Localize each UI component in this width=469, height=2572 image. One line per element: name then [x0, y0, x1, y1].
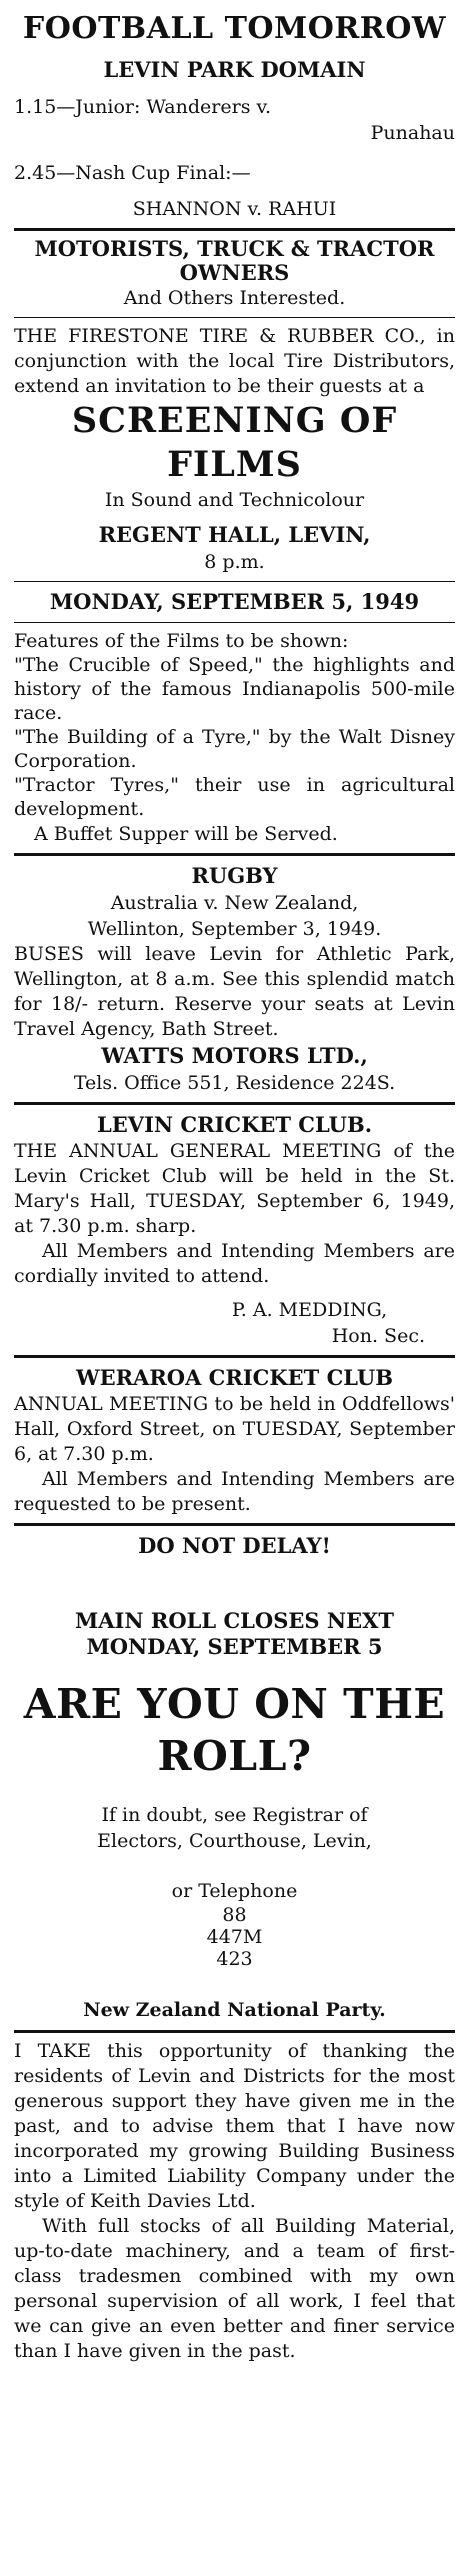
- divider: [14, 853, 455, 856]
- rugby-body: BUSES will leave Levin for Athletic Park, Wellington, at 8 a.m. See this splendid match for 18/- return. Reserve your seats at Levin Travel Agency, Bath Street.: [14, 943, 455, 1040]
- divider: [14, 1355, 455, 1358]
- divider: [14, 1102, 455, 1105]
- show-date: MONDAY, SEPTEMBER 5, 1949: [49, 589, 420, 614]
- signer-role: Hon. Sec.: [331, 1325, 425, 1347]
- levin-cricket-notice: [14, 1111, 455, 1349]
- telephone-number: 88: [222, 1904, 247, 1926]
- films-headline: MOTORISTS, TRUCK & TRACTOR: [34, 236, 435, 261]
- cup-fixture: 2.45—Nash Cup Final:—: [14, 162, 251, 184]
- junior-fixture: 1.15—Junior: Wanderers v.: [14, 96, 272, 118]
- doubt-line-2: Electors, Courthouse, Levin,: [97, 1830, 372, 1852]
- rugby-phones: Tels. Office 551, Residence 224S.: [73, 1072, 396, 1094]
- show-time: 8 p.m.: [204, 551, 265, 573]
- films-headline-2: OWNERS: [179, 260, 290, 285]
- divider: [14, 622, 455, 623]
- electoral-roll-notice: [14, 1532, 455, 2024]
- telephone-number: 423: [216, 1948, 253, 1970]
- features-intro: Features of the Films to be shown:: [14, 630, 349, 652]
- football-headline: FOOTBALL TOMORROW: [22, 11, 447, 46]
- film-item: "The Crucible of Speed," the highlights and history of the famous Indianapolis 500-mile race.: [14, 654, 455, 724]
- rugby-company: WATTS MOTORS LTD.,: [101, 1043, 368, 1068]
- keith-davies-notice: [14, 2039, 455, 2364]
- newspaper-column: [14, 0, 455, 2364]
- davies-para: With full stocks of all Building Material, up-to-date machinery, and a team of first-class tradesmen combined with my own personal supervision of all work, I feel that we can give an even better and finer service than I have given in the past.: [14, 2215, 455, 2362]
- signer-name: P. A. MEDDING,: [231, 1299, 388, 1321]
- divider: [14, 581, 455, 582]
- hall-name: REGENT HALL, LEVIN,: [98, 522, 371, 547]
- do-not-delay: DO NOT DELAY!: [138, 1533, 331, 1558]
- roll-question: ARE YOU ON THE ROLL?: [23, 1680, 446, 1780]
- sound-line: In Sound and Technicolour: [104, 489, 365, 511]
- films-notice: [14, 237, 455, 847]
- rugby-match: Australia v. New Zealand,: [110, 892, 359, 914]
- films-intro: THE FIRESTONE TIRE & RUBBER CO., in conjunction with the local Tire Distributors, extend an invitation to be their guests at a: [14, 325, 455, 397]
- levin-cricket-body: THE ANNUAL GENERAL MEETING of the Levin Cricket Club will be held in the St. Mary's Hall, TUESDAY, September 6, 1949, at 7.30 p.m. sharp.: [14, 1140, 455, 1237]
- divider: [14, 317, 455, 318]
- film-item: "The Building of a Tyre," by the Walt Disney Corporation.: [14, 726, 455, 772]
- divider: [14, 228, 455, 231]
- weraroa-cricket-invite: All Members and Intending Members are requested to be present.: [14, 1468, 455, 1515]
- divider: [14, 1523, 455, 1526]
- roll-closes-date: MONDAY, SEPTEMBER 5: [86, 1634, 383, 1659]
- screening-title: SCREENING OF FILMS: [71, 400, 398, 485]
- doubt-line: If in doubt, see Registrar of: [101, 1804, 368, 1826]
- davies-para: I TAKE this opportunity of thanking the residents of Levin and Districts for the most generous support they have given me in the past, and to advise them that I have now incorporated my growing Building Business into a Limited Liability Company under the style of Keith Davies Ltd.: [14, 2040, 455, 2212]
- telephone-number: 447M: [206, 1926, 263, 1948]
- junior-fixture-team: Punahau: [370, 122, 455, 144]
- levin-cricket-headline: LEVIN CRICKET CLUB.: [97, 1112, 372, 1137]
- rugby-headline: RUGBY: [191, 863, 278, 888]
- cup-teams: SHANNON v. RAHUI: [132, 198, 337, 220]
- roll-closes: MAIN ROLL CLOSES NEXT: [75, 1608, 394, 1633]
- supper-line: A Buffet Supper will be Served.: [34, 823, 338, 845]
- party-name: New Zealand National Party.: [83, 1999, 386, 2021]
- film-item: "Tractor Tyres," their use in agricultural development.: [14, 774, 455, 820]
- divider: [14, 2030, 455, 2033]
- levin-cricket-invite: All Members and Intending Members are cordially invited to attend.: [14, 1240, 455, 1287]
- weraroa-cricket-notice: [14, 1364, 455, 1517]
- rugby-match-date: Wellinton, September 3, 1949.: [87, 918, 382, 940]
- football-venue: LEVIN PARK DOMAIN: [103, 57, 366, 82]
- or-telephone: or Telephone: [171, 1880, 298, 1902]
- weraroa-cricket-headline: WERAROA CRICKET CLUB: [76, 1365, 393, 1390]
- football-notice: [14, 0, 455, 222]
- weraroa-cricket-body: ANNUAL MEETING to be held in Oddfellows' Hall, Oxford Street, on TUESDAY, September 6, at 7.30 p.m.: [14, 1393, 455, 1465]
- rugby-notice: [14, 862, 455, 1096]
- films-subhead: And Others Interested.: [123, 287, 346, 309]
